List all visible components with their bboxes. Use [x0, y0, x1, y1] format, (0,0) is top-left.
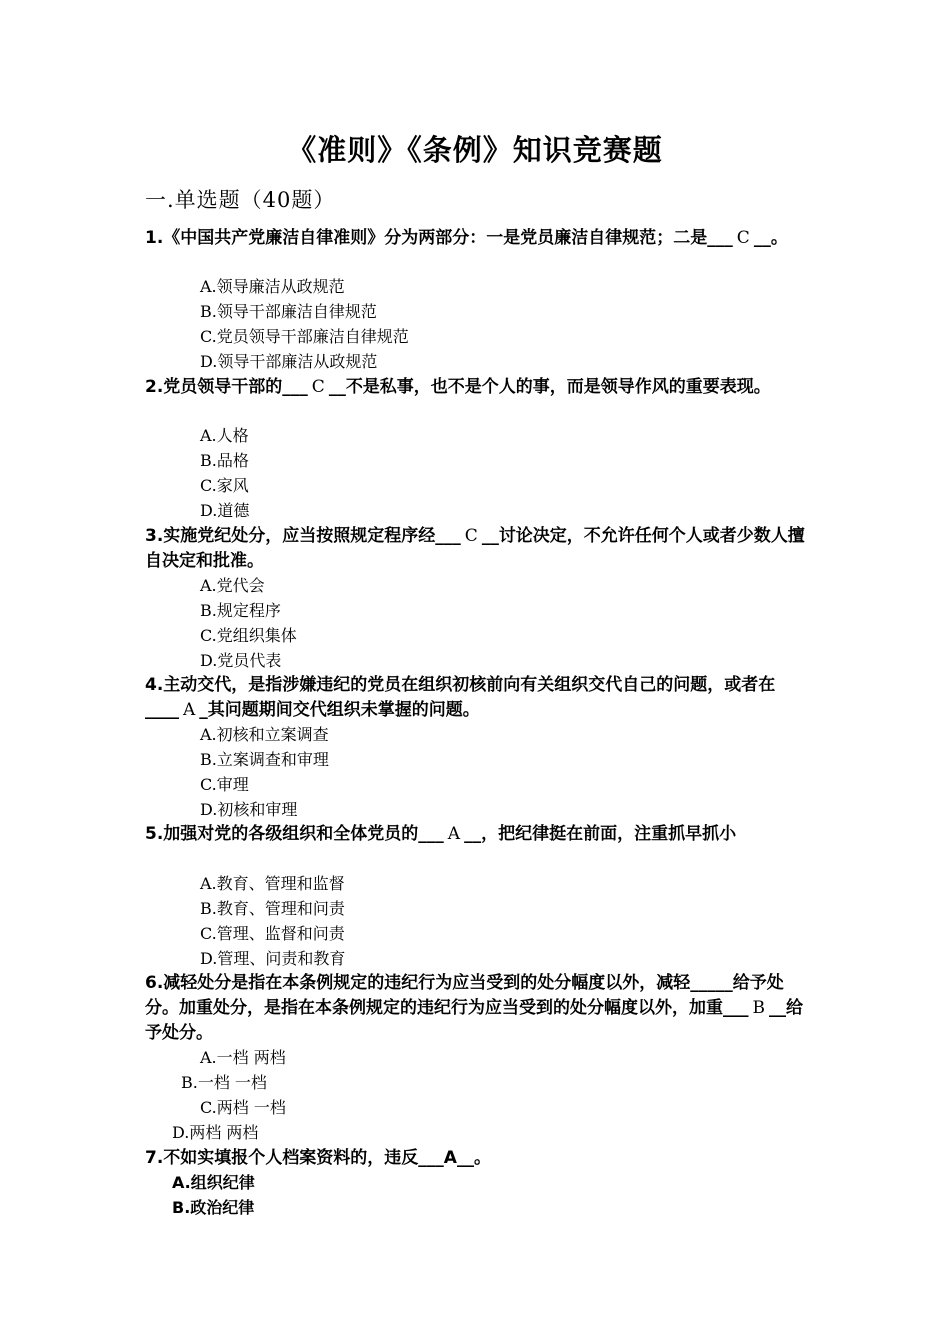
question-3	[145, 524, 810, 574]
answer-letter: A	[443, 1148, 457, 1168]
option-c: C.管理、监督和问责	[200, 924, 345, 943]
answer-letter: C	[311, 377, 325, 397]
option-a: A.初核和立案调查	[200, 725, 329, 744]
option-c: C.审理	[200, 775, 249, 794]
question-text: 2.党员领导干部的___	[145, 377, 308, 397]
question-text-end: _其问题期间交代组织未掌握的问题。	[199, 700, 480, 720]
option-a: A.党代会	[200, 576, 265, 595]
answer-letter: C	[736, 228, 750, 248]
answer-letter: A	[183, 700, 196, 720]
question-text: 1.《中国共产党廉洁自律准则》分为两部分：一是党员廉洁自律规范；二是___	[145, 228, 733, 248]
option-c: C.党员领导干部廉洁自律规范	[200, 327, 409, 346]
question-text: 4.主动交代，是指涉嫌违纪的党员在组织初核前向有关组织交代自己的问题，或者在____	[145, 675, 776, 720]
option-b: B.一档 一档	[181, 1073, 267, 1092]
question-4	[145, 673, 810, 723]
option-c: C.党组织集体	[200, 626, 297, 645]
question-text: 3.实施党纪处分，应当按照规定程序经___	[145, 526, 461, 546]
question-5	[145, 822, 810, 847]
question-text-end: __讨论决定，不允许任何个人或者少数人擅自决定和批准。	[145, 526, 805, 571]
option-d: D.两档 两档	[172, 1123, 259, 1142]
question-7	[145, 1146, 810, 1171]
option-d: D.初核和审理	[200, 800, 298, 819]
option-c: C.家风	[200, 476, 249, 495]
question-6	[145, 971, 810, 1046]
question-1	[145, 226, 810, 251]
option-d: D.管理、问责和教育	[200, 949, 346, 968]
option-b: B.政治纪律	[172, 1198, 255, 1217]
answer-letter: A	[447, 824, 461, 844]
question-text-end: __，把纪律挺在前面，注重抓早抓小	[464, 824, 737, 844]
document-title: 《准则》《条例》知识竞赛题	[287, 133, 663, 167]
option-b: B.规定程序	[200, 601, 281, 620]
option-a: A.人格	[200, 426, 249, 445]
option-d: D.道德	[200, 501, 250, 520]
option-b: B.立案调查和审理	[200, 750, 329, 769]
question-text-end: __给予处分。	[145, 998, 803, 1043]
question-text: 7.不如实填报个人档案资料的，违反___	[145, 1148, 444, 1168]
option-a: A.领导廉洁从政规范	[200, 277, 345, 296]
answer-letter: C	[464, 526, 478, 546]
option-b: B.品格	[200, 451, 249, 470]
option-d: D.党员代表	[200, 651, 282, 670]
option-b: B.领导干部廉洁自律规范	[200, 302, 377, 321]
question-text: 5.加强对党的各级组织和全体党员的___	[145, 824, 444, 844]
option-a: A.组织纪律	[172, 1173, 255, 1192]
option-a: A.一档 两档	[200, 1048, 286, 1067]
option-c: C.两档 一档	[200, 1098, 286, 1117]
question-text-end: __。	[456, 1148, 491, 1168]
question-2	[145, 375, 810, 400]
option-a: A.教育、管理和监督	[200, 874, 345, 893]
option-b: B.教育、管理和问责	[200, 899, 345, 918]
section-heading: 一.单选题（40题）	[145, 188, 336, 212]
question-text-end: __。	[753, 228, 788, 248]
question-text-end: __不是私事，也不是个人的事，而是领导作风的重要表现。	[328, 377, 771, 397]
option-d: D.领导干部廉洁从政规范	[200, 352, 378, 371]
answer-letter: B	[752, 998, 765, 1018]
question-text: 6.减轻处分是指在本条例规定的违纪行为应当受到的处分幅度以外，减轻_____给予处分。加重处分，是指在本条例规定的违纪行为应当受到的处分幅度以外，加重___	[145, 973, 784, 1018]
